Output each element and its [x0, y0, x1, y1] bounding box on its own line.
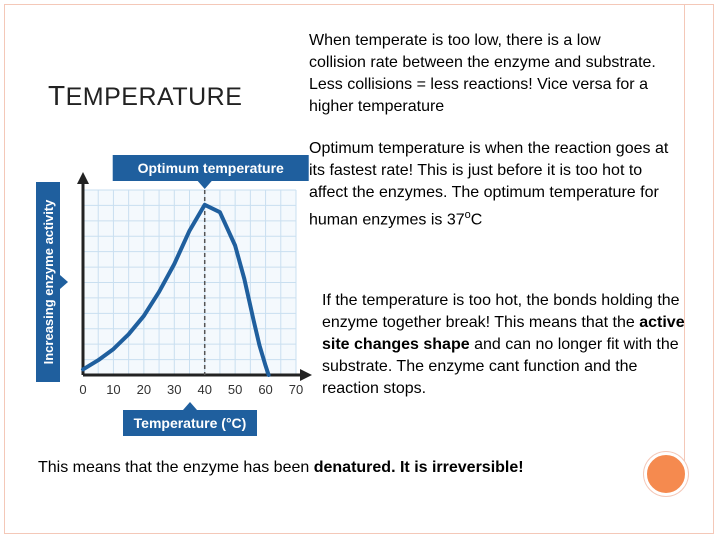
x-tick-label: 20 — [136, 382, 152, 397]
x-tick-label: 40 — [197, 382, 212, 397]
slide-title — [48, 80, 242, 112]
paragraph-optimum — [309, 138, 669, 231]
p4-text: This means that the enzyme has been — [38, 459, 314, 476]
title-initial: T — [48, 80, 66, 111]
chart-svg — [30, 150, 320, 445]
chart-title-pointer — [198, 181, 212, 189]
p4-bold-irreversible: It is irreversible! — [399, 459, 524, 476]
x-tick-label: 0 — [79, 382, 87, 397]
p3-text-a: If the temperature is too hot, the bonds holding the enzyme together break! This means that the — [322, 292, 680, 331]
x-tick-label: 70 — [288, 382, 304, 397]
title-rest: EMPERATURE — [65, 83, 243, 111]
p2-unit: C — [470, 211, 483, 229]
enzyme-activity-chart — [30, 150, 320, 445]
x-axis-arrow — [300, 369, 312, 381]
p2-text: Optimum temperature is when the reaction goes at its fastest rate! This is just before it is too hot to affect the enzymes. The optimum temperature for human enzymes is 37 — [309, 140, 669, 229]
x-tick-label: 50 — [227, 382, 243, 397]
paragraph-low-temperature: When temperate is too low, there is a low collision rate between the enzyme and substrate. Less collisions = less reactions! Vice versa for a higher temperature — [309, 32, 656, 115]
x-tick-label: 30 — [167, 382, 182, 397]
p3-text-b: and can no longer fit with the substrate. The enzyme cant function and the reaction stops. — [322, 336, 679, 397]
x-tick-label: 10 — [106, 382, 121, 397]
degree-symbol: o — [464, 209, 471, 221]
decorative-circle — [644, 452, 688, 496]
paragraph-denatured — [38, 457, 638, 479]
y-axis-label-pointer — [60, 275, 68, 289]
paragraph-too-hot — [322, 290, 692, 400]
x-tick-label: 60 — [258, 382, 273, 397]
p3-bold: active site changes shape — [322, 314, 685, 353]
y-axis-label: Increasing enzyme activity — [41, 199, 56, 365]
x-axis-label-pointer — [183, 402, 197, 410]
x-axis-label: Temperature (°C) — [133, 415, 247, 431]
y-axis-arrow — [77, 172, 89, 184]
p4-bold-denatured: denatured. — [313, 459, 396, 476]
chart-title: Optimum temperature — [137, 160, 284, 176]
